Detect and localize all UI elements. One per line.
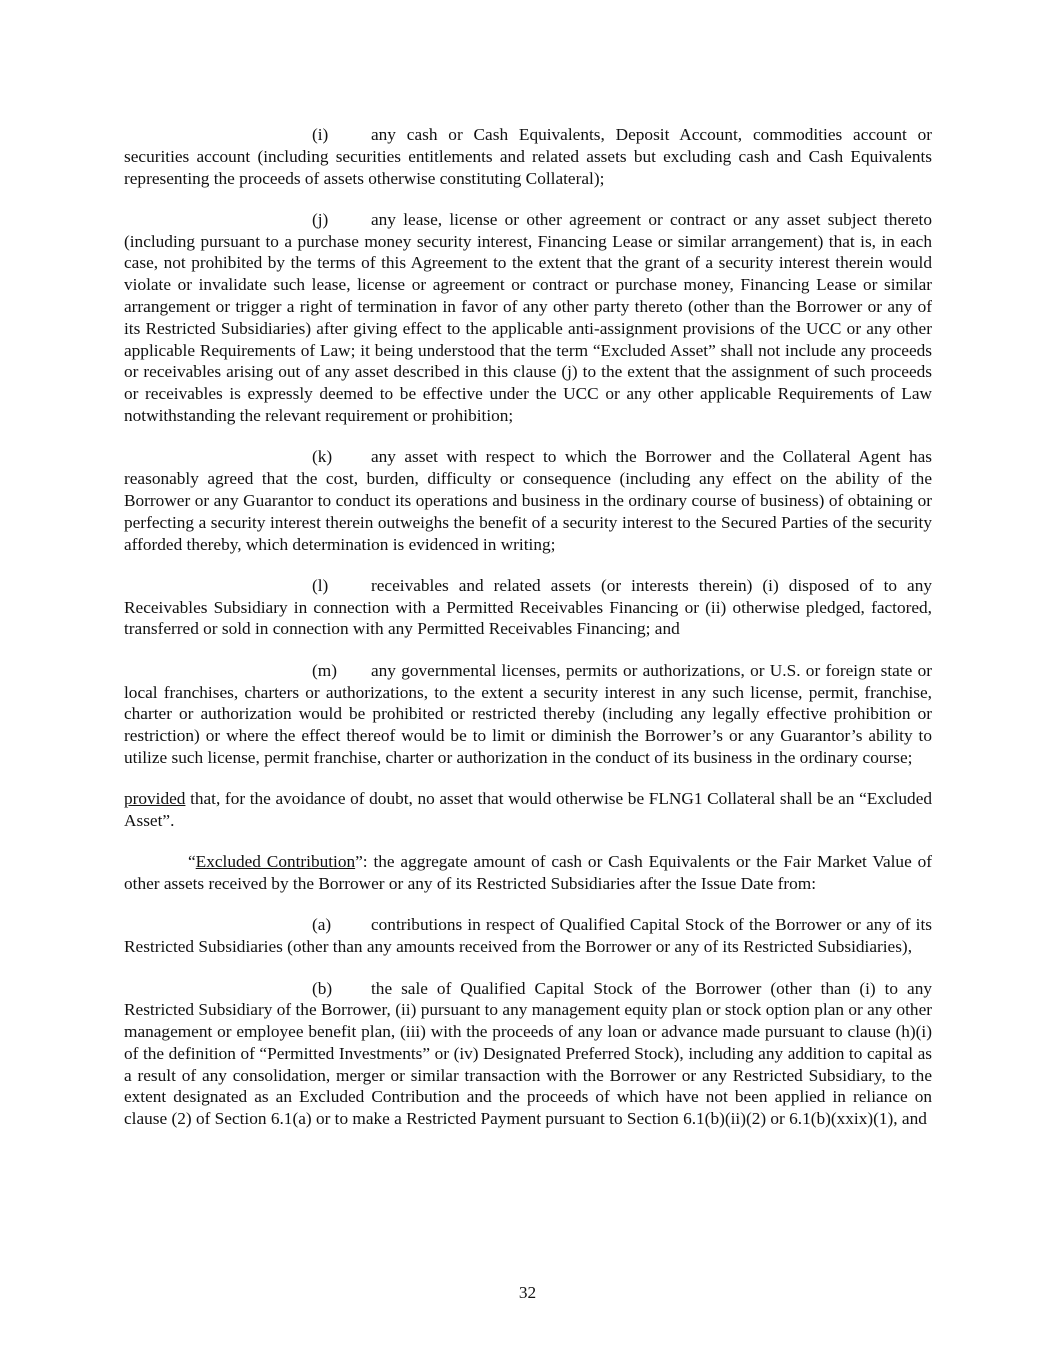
proviso-text: that, for the avoidance of doubt, no asset that would otherwise be FLNG1 Collateral shall be an “Excluded Asset”. [124, 789, 932, 831]
clause-text: any lease, license or other agreement or contract or any asset subject thereto (including pursuant to a purchase money security interest, Financing Lease or similar arrangement) that is, in each case, not prohibited by the terms of this Agreement to the extent that the grant of a security interest therein would violate or invalidate such lease, license or agreement or contract or purchase money, Financing Lease or similar arrangement or trigger a right of termination in favor of any other party thereto (other than the Borrower or any of its Restricted Subsidiaries) after giving effect to the applicable anti-assignment provisions of the UCC or any other applicable Requirements of Law; it being understood that the term “Excluded Asset” shall not include any proceeds or receivables arising out of any asset described in this clause (j) to the extent that the assignment of such proceeds or receivables is expressly deemed to be effective under the UCC or any other applicable Requirements of Law notwithstanding the relevant requirement or prohibition; [124, 209, 932, 426]
page-number: 32 [518, 1283, 537, 1302]
clause-b [124, 978, 932, 1131]
clause-label: (i) [312, 125, 329, 144]
clause-label: (b) [312, 978, 333, 998]
clause-k [124, 446, 932, 555]
clause-text: contributions in respect of Qualified Capital Stock of the Borrower or any of its Restricted Subsidiaries (other than any amounts received from the Borrower or any of its Restricted Subsidiaries), [124, 915, 932, 957]
clause-label: (k) [312, 447, 333, 467]
definition-open-quote: “ [188, 852, 196, 872]
document-page [124, 124, 932, 1150]
clause-m [124, 660, 932, 769]
clause-label: (j) [312, 209, 329, 229]
clause-i [124, 124, 932, 189]
definition-excluded-contribution [124, 851, 932, 895]
clause-j [124, 209, 932, 427]
clause-label: (m) [312, 660, 337, 680]
clause-text: any cash or Cash Equivalents, Deposit Account, commodities account or securities account (including securities entitlements and related assets but excluding cash and Cash Equivalents representing the proceeds of assets otherwise constituting Collateral); [124, 125, 932, 188]
clause-l [124, 575, 932, 640]
clause-text: any governmental licenses, permits or authorizations, or U.S. or foreign state or local franchises, charters or authorizations, to the extent a security interest in any such license, permit, franchise, charter or authorization would be prohibited or restricted thereby (including any legally effective prohibition or restriction) or where the effect thereof would be to limit or diminish the Borrower’s or any Guarantor’s ability to utilize such license, permit franchise, charter or authorization in the conduct of its business in the ordinary course; [124, 660, 932, 767]
proviso-lead: provided [124, 789, 186, 809]
definition-text: ”: the aggregate amount of cash or Cash Equivalents or the Fair Market Value of other assets received by the Borrower or any of its Restricted Subsidiaries after the Issue Date from: [124, 852, 932, 894]
clause-text: the sale of Qualified Capital Stock of the Borrower (other than (i) to any Restricted Subsidiary of the Borrower, (ii) pursuant to any management equity plan or stock option plan or any other management or employee benefit plan, (iii) with the proceeds of any loan or advance made pursuant to clause (h)(i) of the definition of “Permitted Investments” or (iv) Designated Preferred Stock), including any addition to capital as a result of any consolidation, merger or similar transaction with the Borrower or any Restricted Subsidiary, to the extent designated as an Excluded Contribution and the proceeds of which have not been applied in reliance on clause (2) of Section 6.1(a) or to make a Restricted Payment pursuant to Section 6.1(b)(ii)(2) or 6.1(b)(xxix)(1), and [124, 978, 932, 1129]
clause-label: (a) [312, 915, 332, 935]
defined-term: Excluded Contribution [195, 852, 356, 872]
clause-a [124, 914, 932, 958]
clause-label: (l) [312, 575, 329, 595]
clause-text: any asset with respect to which the Borrower and the Collateral Agent has reasonably agreed that the cost, burden, difficulty or consequence (including any effect on the ability of the Borrower or any Guarantor to conduct its operations and business in the ordinary course of business) of obtaining or perfecting a security interest therein outweighs the benefit of a security interest to the Secured Parties of the security afforded thereby, which determination is evidenced in writing; [124, 447, 932, 554]
clause-text: receivables and related assets (or interests therein) (i) disposed of to any Receivables Subsidiary in connection with a Permitted Receivables Financing or (ii) otherwise pledged, factored, transferred or sold in connection with any Permitted Receivables Financing; and [124, 575, 932, 639]
proviso-paragraph [124, 788, 932, 832]
